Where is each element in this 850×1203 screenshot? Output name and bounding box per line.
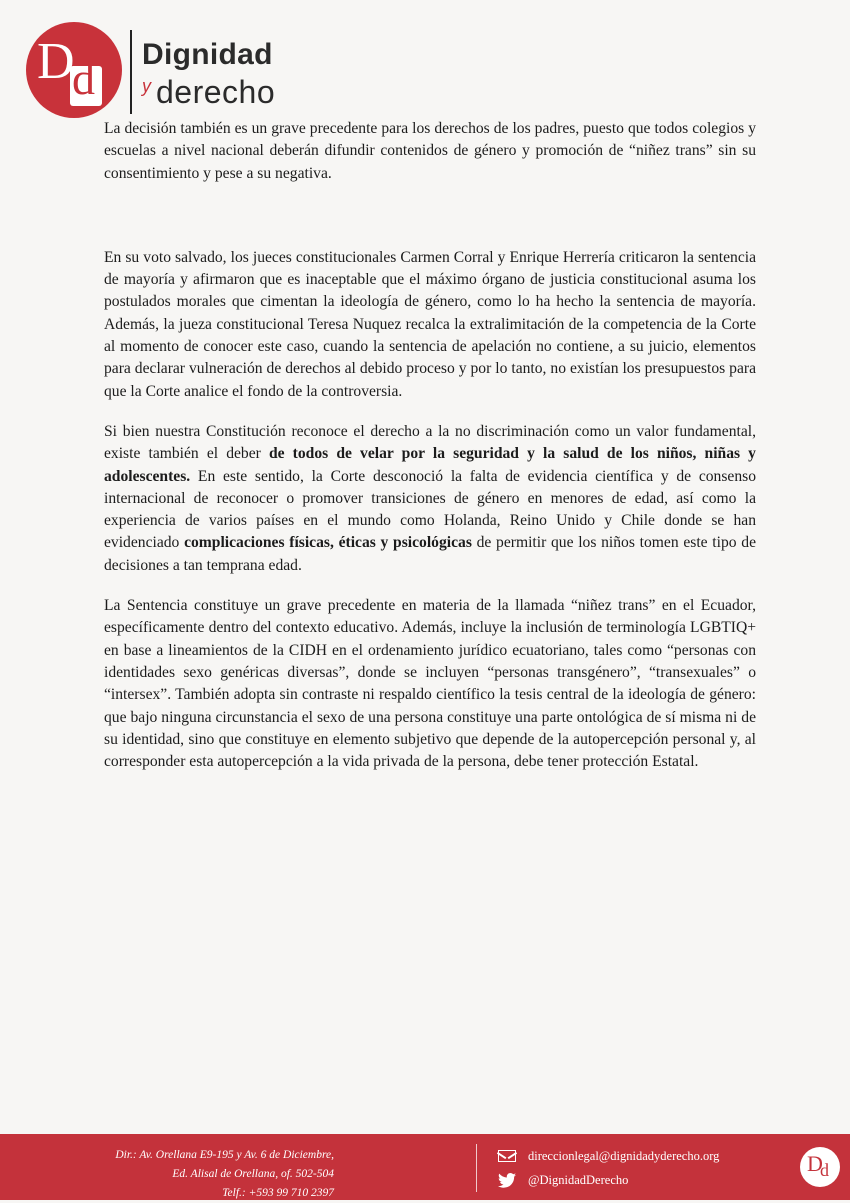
logo-connector: y <box>142 76 151 96</box>
address-line: Dir.: Av. Orellana E9-195 y Av. 6 de Diciembre, <box>115 1149 334 1161</box>
footer-logo-upper: D <box>807 1151 823 1176</box>
twitter-bird-icon <box>496 1172 518 1188</box>
footer-bar <box>0 1134 850 1200</box>
paragraph-bold-text: complicaciones físicas, éticas y psicológicas <box>184 534 472 552</box>
paragraph-2 <box>104 247 756 403</box>
paragraph-text: En este sentido, la Corte desconoció la falta de evidencia científica y de consenso internacional de reconocer o promover transiciones de género en menores de edad, así como la experiencia de varios países en el mundo como Holanda, Reino Unido y Chile donde se han evidenciado <box>104 467 756 552</box>
phone-line: Telf.: +593 99 710 2397 <box>222 1187 334 1199</box>
paragraph-text: En su voto salvado, los jueces constitucionales Carmen Corral y Enrique Herrería criticaron la sentencia de mayoría y afirmaron que es inaceptable que el máximo órgano de justicia constitucional asuma los postulados morales que cimentan la ideología de género, como lo ha hecho la sentencia de mayoría. Además, la jueza constitucional Teresa Nuquez recalca la extralimitación de la competencia de la Corte al momento de conocer este caso, cuando la sentencia de apelación no contiene, a su juicio, elementos para declarar vulneración de derechos al debido proceso y por lo tanto, no existían los presupuestos para que la Corte analice el fondo de la controversia. <box>104 248 756 400</box>
paragraph-bold-text: de todos de velar por la seguridad y la salud de los niños, niñas y adolescentes. <box>104 445 756 485</box>
header-logo <box>26 22 326 122</box>
paragraph-3 <box>104 421 756 577</box>
paragraph-1 <box>104 118 756 185</box>
footer-logo-lower: d <box>820 1160 829 1180</box>
logo-title-line2: derecho <box>156 74 276 110</box>
paragraph-4 <box>104 595 756 773</box>
footer-divider <box>476 1144 477 1192</box>
twitter-handle-link[interactable]: @DignidadDerecho <box>528 1172 629 1187</box>
paragraph-text: de permitir que los niños tomen este tipo de decisiones a tan temprana edad. <box>104 534 756 574</box>
address-line: Ed. Alisal de Orellana, of. 502-504 <box>172 1168 334 1180</box>
document-body <box>104 118 756 791</box>
footer-twitter-row[interactable] <box>496 1172 628 1188</box>
logo-divider <box>130 30 132 114</box>
logo-mark-upper: D <box>37 33 75 90</box>
paragraph-text: La Sentencia constituye un grave precedente en materia de la llamada “niñez trans” en el Ecuador, específicamente dentro del contexto educativo. Además, incluye la inclusión de terminología LGBTIQ+ en base a lineamientos de la CIDH en el ordenamiento jurídico ecuatoriano, tales como “personas con identidades sexo genéricas diversas”, donde se incluyen “personas transgénero”, “transexuales” o “intersex”. También adopta sin contraste ni respaldo científico la tesis central de la ideología de género: que bajo ninguna circunstancia el sexo de una persona constituye una parte ontológica de sí misma ni de su identidad, sino que constituye en elemento subjetivo que depende de la autopercepción personal y, al corresponder esta autopercepción a la vida privada de la persona, debe tener protección Estatal. <box>104 597 756 771</box>
footer-address <box>60 1146 334 1203</box>
email-link[interactable]: direccionlegal@dignidadyderecho.org <box>528 1148 720 1163</box>
envelope-icon <box>496 1148 518 1164</box>
logo-title-line1: Dignidad <box>142 38 273 71</box>
footer-logo <box>800 1147 840 1187</box>
paragraph-text: Si bien nuestra Constitución reconoce el derecho a la no discriminación como un valor fundamental, existe también el deber <box>104 422 756 463</box>
logo-mark-lower: d <box>72 53 95 104</box>
footer-email-row[interactable] <box>496 1148 719 1164</box>
paragraph-text: La decisión también es un grave precedente para los derechos de los padres, puesto que todos colegios y escuelas a nivel nacional deberán difundir contenidos de género y promoción de “niñez trans” sin su consentimiento y pese a su negativa. <box>104 120 756 182</box>
